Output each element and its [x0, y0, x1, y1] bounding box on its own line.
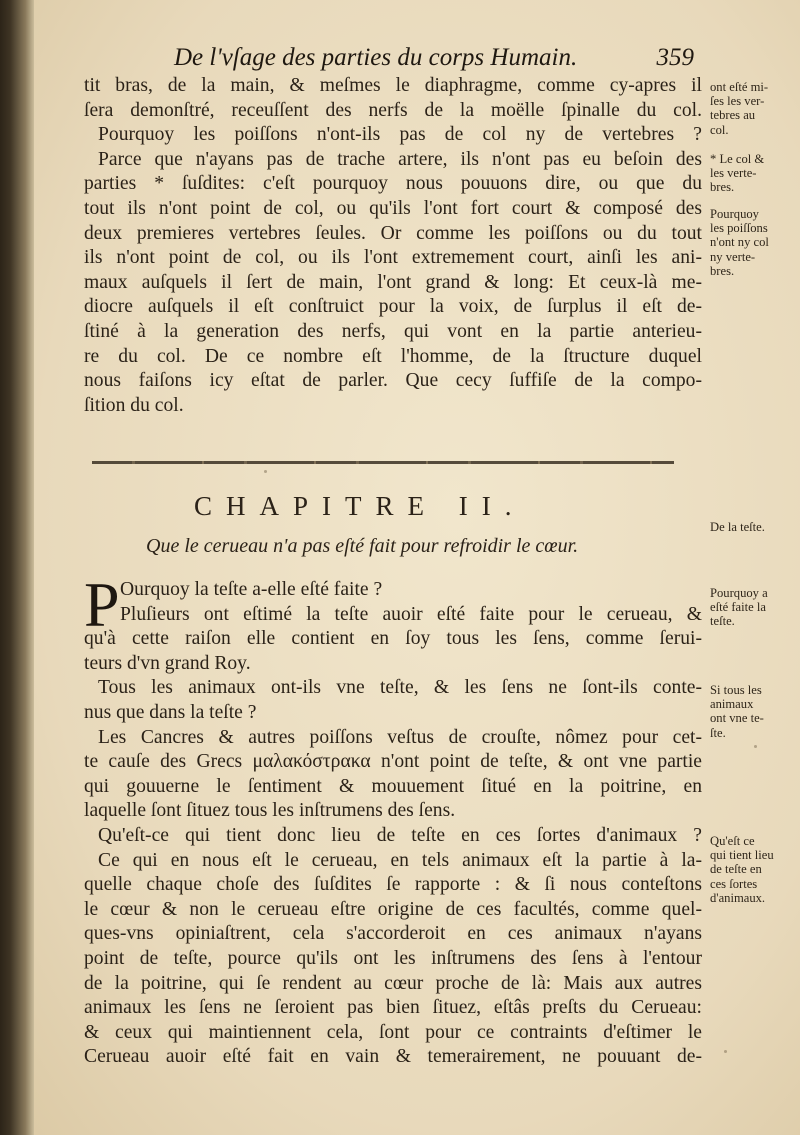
text-line: deux premieres vertebres ſeules. Or comme les poiſſons ou du tout [84, 222, 702, 244]
text-line: ſera demonſtré, receuſſent des nerfs de la moëlle ſpinalle du col. [84, 99, 702, 121]
text-line: de la poitrine, qui ſe rendent au cœur proche de là: Mais aux autres [84, 972, 702, 994]
page-number: 359 [656, 44, 694, 71]
text-line: Tous les animaux ont-ils vne teſte, & les ſens ne ſont-ils conte- [98, 677, 702, 699]
text-line: ques-vns opiniaſtrent, cela s'accorderoit en ces animaux n'ayans [84, 923, 702, 945]
text-line: animaux les ſens ne ſeroient pas bien ſituez, eſtâs preſts du Cerueau: [84, 997, 702, 1019]
scan-speck [724, 1050, 727, 1053]
text-line: Pluſieurs ont eſtimé la teſte auoir eſté faite pour le cerueau, & [120, 603, 702, 625]
text-line: qu'à cette raiſon elle contient en ſoy tous les ſens, comme ſerui- [84, 628, 702, 650]
text-line: diocre auſquels il eſt conſtruict pour la voix, de ſurplus il eſt de- [84, 296, 702, 318]
top-text-block [84, 74, 702, 418]
scan-speck [264, 470, 267, 473]
margin-note: Pourquoy les poiſſons n'ont ny col ny verte- bres. [710, 207, 769, 278]
text-line: ſition du col. [84, 394, 184, 416]
text-line: ils n'ont point de col, ou ils l'ont extremement court, ainſi les ani- [84, 247, 702, 269]
margin-note: Si tous les animaux ont vne te- ſte. [710, 683, 764, 740]
margin-note: Pourquoy a eſté faite la teſte. [710, 586, 768, 629]
margin-note: ont eſté mi- ſes les ver- tebres au col. [710, 80, 769, 137]
book-page [34, 0, 800, 1135]
scan-speck [754, 745, 757, 748]
chapter-subtitle: Que le cerueau n'a pas eſté fait pour refroidir le cœur. [146, 535, 579, 557]
section-rule [92, 461, 674, 464]
text-line: qui gouuerne le ſentiment & mouuement ſitué en la poitrine, en [84, 775, 702, 797]
text-line: parties * ſuſdites: c'eſt pourquoy nous pouuons dire, ou que du [84, 173, 702, 195]
text-line: nous faiſons icy eſtat de parler. Que cecy ſuffiſe de la compo- [84, 370, 702, 392]
text-line: Ourquoy la teſte a-elle eſté faite ? [120, 579, 383, 600]
text-line: le cœur & non le cerueau eſtre origine de ces facultés, comme quel- [84, 898, 702, 920]
text-line: Pourquoy les poiſſons n'ont-ils pas de col ny de vertebres ? [98, 124, 702, 146]
text-line: & ceux qui maintiennent cela, ſont pour ce contraints d'eſtimer le [84, 1021, 702, 1043]
text-line: nus que dans la teſte ? [84, 701, 257, 723]
text-line: quelle chaque choſe des ſuſdites ſe rapporte : & ſi nous conteſtons [84, 874, 702, 896]
margin-note: De la teſte. [710, 520, 765, 534]
text-line: Cerueau auoir eſté fait en vain & temerairement, ne pouuant de- [84, 1046, 702, 1068]
text-line: laquelle ſont ſituez tous les inſtrumens des ſens. [84, 800, 456, 822]
text-line: ſtiné à la generation des nerfs, qui vont en la partie anterieu- [84, 320, 702, 342]
text-line: maux auſquels il ſert de main, l'ont grand & long: Et ceux-là me- [84, 271, 702, 293]
text-line: teurs d'vn grand Roy. [84, 652, 251, 674]
margin-note: * Le col & les verte- bres. [710, 152, 765, 195]
text-line: re du col. De ce nombre eſt l'homme, de la ſtructure duquel [84, 345, 702, 367]
chapter-heading: CHAPITRE II. [194, 491, 526, 521]
running-title: De l'vſage des parties du corps Humain. [174, 44, 578, 71]
text-line: Qu'eſt-ce qui tient donc lieu de teſte en ces ſortes d'animaux ? [98, 824, 702, 846]
book-gutter [0, 0, 34, 1135]
text-line: te cauſe des Grecs μαλακόστρακα n'ont point de teſte, & ont vne partie [84, 751, 702, 773]
chapter-body [84, 569, 702, 1070]
running-header [174, 44, 694, 76]
margin-note: Qu'eſt ce qui tient lieu de teſte en ces ſortes d'animaux. [710, 834, 774, 905]
drop-cap: P [84, 569, 120, 640]
text-line: Ce qui en nous eſt le cerueau, en tels animaux eſt la partie à la- [98, 849, 702, 871]
text-line: Parce que n'ayans pas de trache artere, ils n'ont pas eu beſoin des [98, 148, 702, 170]
text-line: Les Cancres & autres poiſſons veſtus de crouſte, nômez pour cet- [98, 726, 702, 748]
text-line: point de teſte, pource qu'ils ont les inſtrumens des ſens à l'entour [84, 947, 702, 969]
text-line: tout ils n'ont point de col, ou qu'ils l'ont fort court & composé des [84, 197, 702, 219]
text-line: tit bras, de la main, & meſmes le diaphragme, comme cy-apres il [84, 75, 702, 96]
